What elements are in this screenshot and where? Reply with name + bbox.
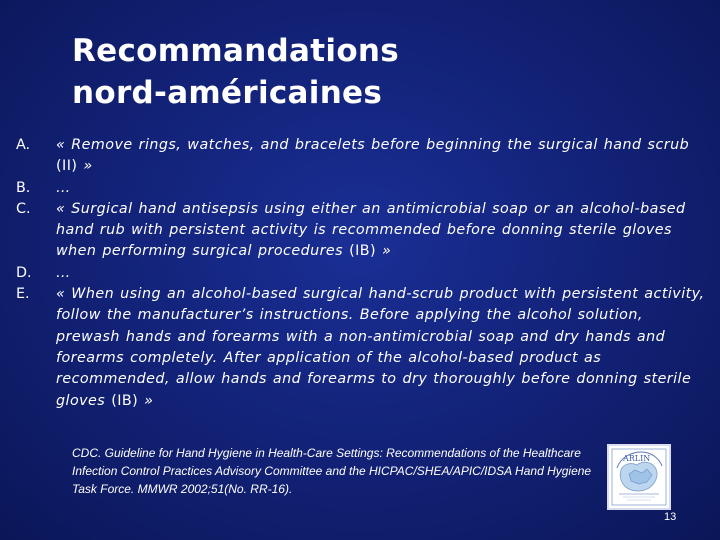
page-number: 13 — [664, 511, 677, 523]
item-text — [56, 284, 706, 412]
recommendation-item-e — [16, 284, 706, 412]
item-quote: … — [56, 179, 71, 196]
item-quote: « When using an alcohol-based surgical hand-scrub product with persistent activity, follow the manufacturer’s instructions. Before applying the alcohol solution, prewash hands and forearms with a non-antimicrobial soap and dry hands and forearms completely. After application of the alcohol-based product as recommended, allow hands and forearms to dry thoroughly before donning sterile gloves — [56, 286, 705, 409]
item-quote: « Remove rings, watches, and bracelets before beginning the surgical hand scrub — [56, 137, 690, 153]
citation: CDC. Guideline for Hand Hygiene in Health-Care Settings: Recommendations of the Healthcare Infection Control Practices Advisory Committee and the HICPAC/SHEA/APIC/IDSA Hand Hygiene Task Force. MMWR 2002;51(No. RR-16). — [72, 446, 592, 496]
item-letter: C. — [16, 200, 31, 217]
recommendation-item-b — [16, 178, 706, 199]
evidence-level: (IB) — [111, 392, 139, 409]
item-quote: … — [56, 264, 71, 281]
item-quote-close: » — [77, 158, 93, 175]
item-letter: D. — [16, 264, 32, 281]
item-letter: A. — [16, 137, 31, 153]
arlin-logo-icon — [607, 444, 671, 510]
item-letter: B. — [16, 179, 31, 196]
item-text — [56, 178, 706, 199]
item-quote-close: » — [138, 392, 154, 409]
logo-letters: ARLIN — [623, 454, 651, 463]
evidence-level: (II) — [56, 158, 78, 175]
slide-title — [72, 30, 672, 114]
recommendation-item-c — [16, 199, 706, 263]
item-text — [56, 199, 706, 263]
slide-title-line-1: Recommandations — [72, 33, 400, 69]
item-text — [56, 263, 706, 284]
item-text — [56, 135, 706, 178]
item-quote-close: » — [376, 243, 392, 260]
recommendation-item-d — [16, 263, 706, 284]
recommendation-list — [16, 135, 706, 412]
recommendation-item-a — [16, 135, 706, 178]
slide-title-line-2: nord-américaines — [72, 75, 383, 111]
item-letter: E. — [16, 286, 30, 303]
evidence-level: (IB) — [349, 243, 377, 260]
item-quote: « Surgical hand antisepsis using either an antimicrobial soap or an alcohol-based hand rub with persistent activity is recommended before donning sterile gloves when performing surgical procedures — [56, 200, 686, 260]
